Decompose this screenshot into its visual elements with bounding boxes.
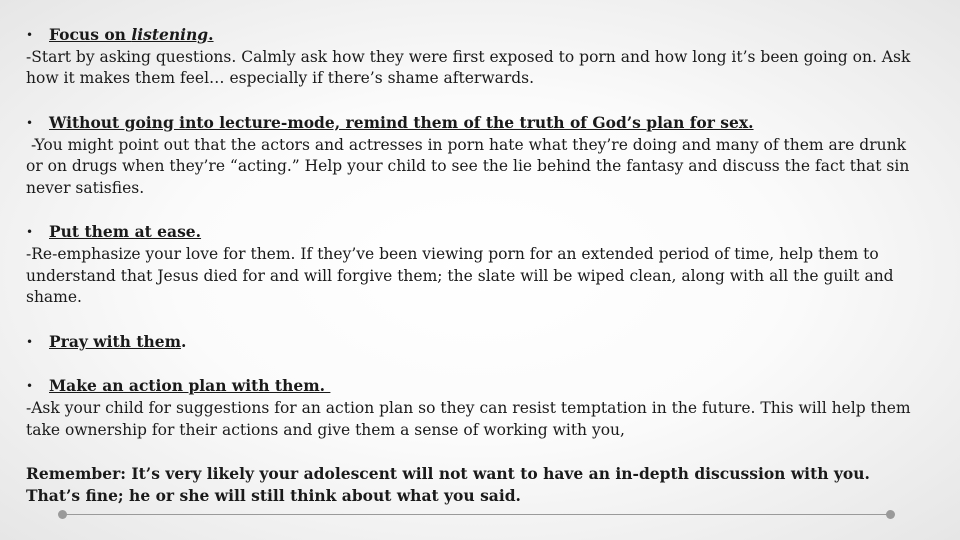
tip-listening [26, 24, 916, 90]
tip-heading: Pray with them [49, 331, 182, 351]
bullet-icon: • [26, 28, 34, 42]
bullet-icon: • [26, 225, 34, 240]
remember-note: Remember: It’s very likely your adolescent will not want to have an in-depth discussion with you. That’s fine; he or she will still think about what you said. [26, 463, 870, 505]
footer-rule-dot-right [886, 510, 895, 519]
tip-heading: Make an action plan with them. [49, 376, 331, 396]
bullet-icon: • [26, 334, 34, 349]
tip-pray [26, 331, 916, 354]
slide-content [26, 24, 916, 506]
tip-heading: Focus on listening. [49, 25, 214, 44]
tip-body: -Ask your child for suggestions for an action plan so they can resist temptation in the future. This will help them take ownership for their actions and give them a sense of working with you, [26, 398, 911, 439]
tip-heading-period: . [181, 331, 187, 351]
tip-action-plan [26, 375, 916, 441]
footer-rule-dot-left [58, 510, 67, 519]
tip-ease [26, 221, 916, 309]
tip-truth [26, 112, 916, 200]
tip-heading: Put them at ease. [49, 222, 202, 242]
tip-body: -You might point out that the actors and actresses in porn hate what they’re doing and many of them are drunk or on drugs when they’re “acting.” Help your child to see the lie behind the fantasy and discuss the fact that sin never satisfies. [26, 135, 915, 197]
tip-heading: Without going into lecture-mode, remind them of the truth of God’s plan for sex. [49, 112, 754, 132]
tip-body: -Start by asking questions. Calmly ask how they were first exposed to porn and how long it’s been going on. Ask how it makes them feel… especially if there’s shame afterwards. [26, 47, 911, 88]
tip-body: -Re-emphasize your love for them. If they’ve been viewing porn for an extended period of time, help them to understand that Jesus died for and will forgive them; the slate will be wiped clean, along with all the guilt and shame. [26, 245, 894, 307]
bullet-icon: • [26, 115, 34, 130]
footer-rule [62, 514, 892, 515]
bullet-icon: • [26, 379, 34, 394]
